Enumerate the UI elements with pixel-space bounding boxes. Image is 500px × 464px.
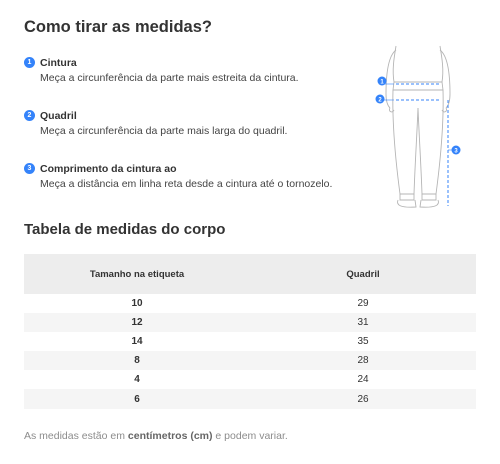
hip-cell: 35 [357, 336, 369, 347]
table-row [24, 389, 476, 409]
hip-cell: 26 [250, 389, 476, 409]
marker-2-label: 2 [378, 97, 382, 104]
hip-cell: 28 [250, 351, 476, 370]
table-header-row [24, 254, 476, 294]
step-description: Meça a distância em linha reta desde a cintura até o tornozelo. [40, 178, 333, 190]
step-description: Meça a circunferência da parte mais estreita da cintura. [40, 72, 299, 84]
marker-3-icon [452, 146, 461, 155]
step-length [24, 162, 344, 192]
step-title: Quadril [40, 110, 77, 122]
size-cell: 6 [24, 389, 250, 409]
hip-cell: 24 [357, 374, 369, 385]
marker-3-label: 3 [454, 148, 458, 155]
step-number-badge: 1 [24, 57, 35, 68]
measurement-steps [24, 56, 344, 192]
column-header-hip: Quadril [250, 254, 476, 294]
footnote-prefix: As medidas estão em [24, 430, 128, 442]
size-cell: 4 [134, 374, 140, 385]
marker-2-icon [376, 95, 385, 104]
size-cell: 10 [131, 298, 143, 309]
page-title: Como tirar as medidas? [24, 18, 212, 36]
step-title: Cintura [40, 57, 77, 69]
table-row [24, 313, 476, 332]
table-row [24, 294, 476, 313]
step-number-badge: 3 [24, 163, 35, 174]
table-row [24, 351, 476, 370]
step-waist [24, 56, 344, 86]
size-table-title: Tabela de medidas do corpo [24, 221, 226, 238]
table-row [24, 370, 476, 389]
marker-1-label: 1 [380, 79, 384, 86]
table-row [24, 332, 476, 351]
hip-cell: 31 [250, 313, 476, 332]
column-header-size: Tamanho na etiqueta [24, 254, 250, 294]
step-number-badge: 2 [24, 110, 35, 121]
pants-figure-outline [386, 46, 450, 207]
footnote-unit: centímetros (cm) [127, 430, 213, 442]
footnote-suffix: e podem variar. [212, 430, 288, 442]
size-table [24, 254, 476, 409]
size-cell: 8 [24, 351, 250, 370]
step-hip [24, 109, 344, 139]
step-description: Meça a circunferência da parte mais larga do quadril. [40, 125, 288, 137]
hip-cell: 29 [357, 298, 369, 309]
size-cell: 14 [131, 336, 143, 347]
step-title: Comprimento da cintura ao [40, 163, 177, 175]
body-measurement-illustration [372, 44, 468, 212]
marker-1-icon [378, 77, 387, 86]
size-cell: 12 [24, 313, 250, 332]
units-footnote [24, 430, 288, 442]
